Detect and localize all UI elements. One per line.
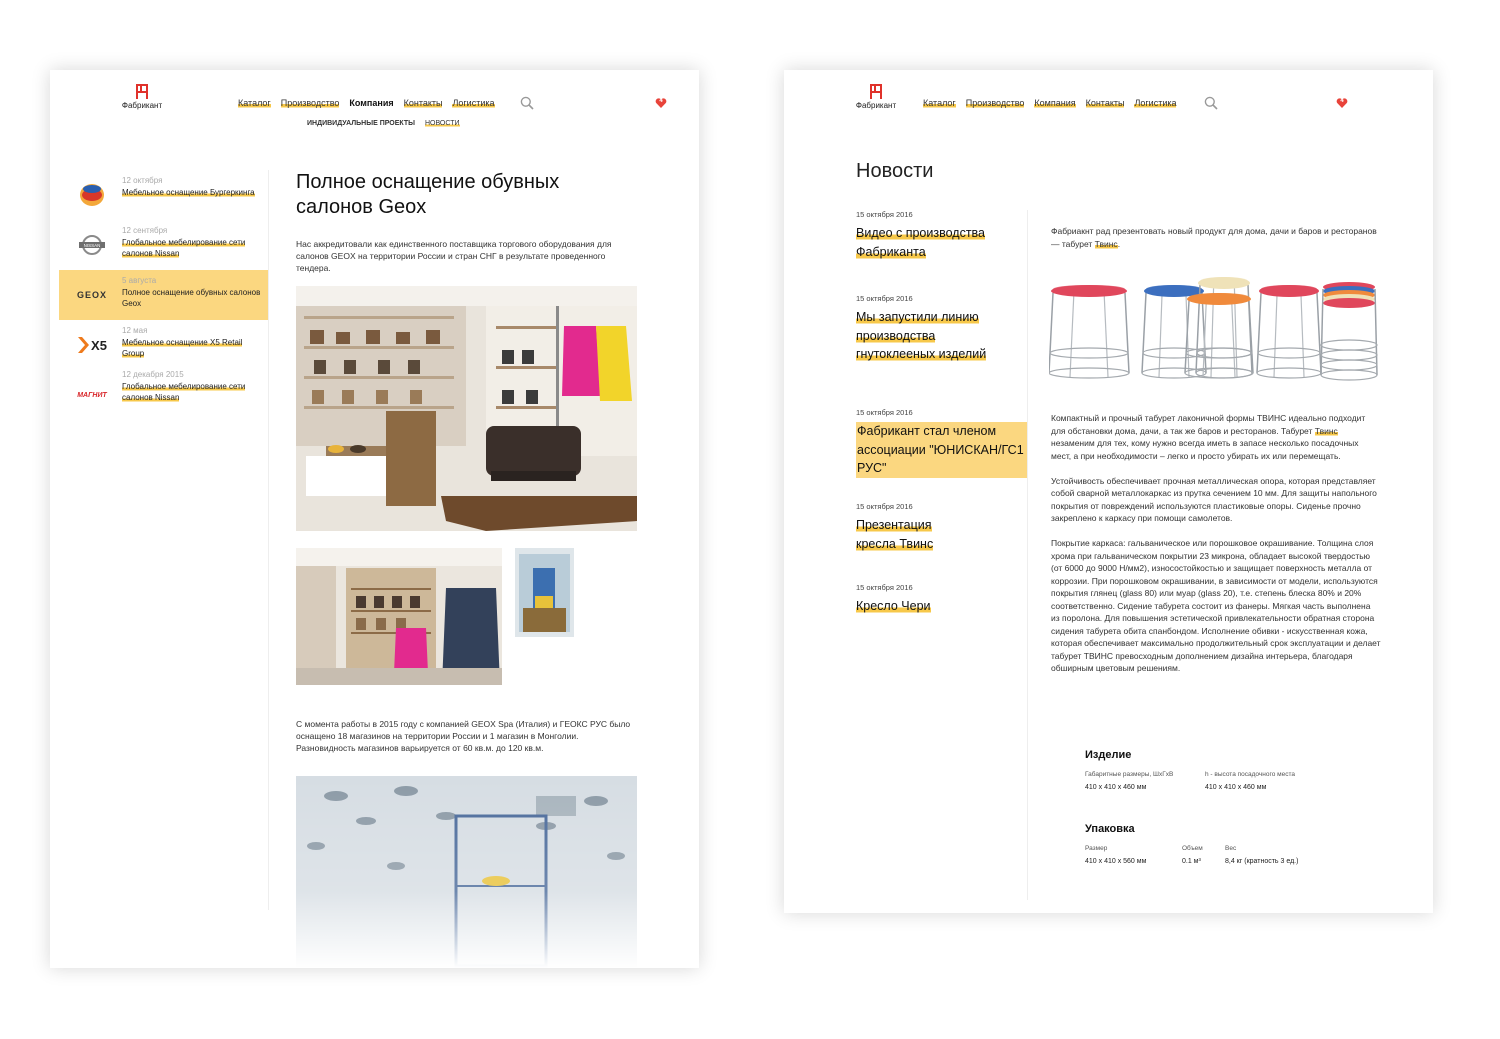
sidebar-item-title: Глобальное мебелирование сети салонов Nissan [122,238,246,258]
burger-king-logo [67,180,117,210]
nav-catalog[interactable]: Каталог [238,98,271,108]
spec-label: Вес [1225,845,1237,852]
spec-value: 410 х 410 х 460 мм [1205,784,1267,791]
x5-chevron-icon [77,336,89,354]
sidebar-item-date: 12 мая [122,326,148,335]
spec-package-heading: Упаковка [1085,823,1135,835]
main-nav [238,98,495,108]
stool-seat [1049,368,1129,378]
spec-value: 410 х 410 х 560 мм [1085,858,1147,865]
nissan-logo [67,230,117,260]
brand-name: Фабрикант [855,101,897,110]
sidebar-item-date: 5 августа [122,276,157,285]
magnit-logo: МАГНИТ [77,391,107,399]
nav-production[interactable]: Производство [965,98,1025,108]
nav-logistics[interactable]: Логистика [1134,98,1177,108]
news-heading: Новости [856,160,934,182]
favorites-count: 4 [659,98,663,104]
stool-leg [1104,295,1108,377]
sidebar-item-nissan[interactable] [59,220,269,270]
nav-contacts[interactable]: Контакты [1085,98,1125,108]
news-paragraph: Покрытие каркаса: гальваническое или порошковое окрашивание. Толщина слоя хрома при гальваническом покрытии 23 микрона, обладает высокой твердостью (от 6000 до 9000 Н/мм2), износостойкостью и защищает поверхность металла от коррозии. При порошковом окрашивании, в зависимости от модели, используются покрытия глянец (glass 80) или муар (glass 20), т.е. степень блеска 80% и 20% соответственно. Сидение табурета состоит из фанеры. Мягкая часть выполнена из поролона. Для повышения эстетической привлекательности обратная сторона сидения табурета обита спанбондом. Исполнение обивки - искусственная кожа, которая обеспечивает максимально продолжительный срок эксплуатации и делает табурет ТВИНС превосходным дополнением дизайна интерьера, благодаря обширным цветовым решениям. [1051,538,1381,673]
spec-label: Размер [1085,845,1108,852]
geox-logo: GEOX [76,290,107,300]
stool-seat [1186,348,1252,358]
chair-logo-icon [133,82,151,100]
spec-value: 0.1 м³ [1182,858,1201,865]
news-item[interactable] [856,502,1028,553]
stool-seat [1261,285,1317,293]
favorites-count: 4 [1340,98,1344,104]
news-item[interactable] [856,294,1028,364]
news-date: 15 октября 2016 [856,210,913,219]
spec-label: Объем [1182,845,1203,852]
product-link[interactable]: Твинс [1094,238,1118,249]
stool-leg [1375,289,1377,375]
stool-seat [1189,293,1249,301]
brand-logo[interactable] [112,82,172,116]
subnav-news[interactable]: НОВОСТИ [425,120,460,127]
sidebar-item-magnit[interactable] [59,370,269,420]
favorites-button[interactable] [655,97,667,109]
nav-contacts[interactable]: Контакты [403,98,443,108]
stool-leg [1301,295,1304,377]
sidebar-item-title: Мебельное оснащение X5 Retail Group [122,338,243,358]
brand-name: Фабрикант [121,101,163,110]
news-body [1051,412,1381,687]
news-date: 15 октября 2016 [856,502,913,511]
stool-leg [1070,295,1074,377]
spec-product-heading: Изделие [1085,749,1132,761]
news-title: Фабрикант стал членом ассоциации "ЮНИСКАН/ГС1 РУС" [856,422,1028,478]
sidebar-item-title: Мебельное оснащение Бургеркинга [122,188,255,197]
stool-seat [1321,350,1377,360]
sub-nav [307,120,460,127]
stool-seat [1185,368,1253,378]
sidebar-item-title: Глобальное мебелирование сети салонов Nissan [122,382,246,402]
favorites-button[interactable] [1336,97,1348,109]
spec-value: 8,4 кг (кратность 3 ед.) [1225,858,1299,865]
sidebar-item-burger-king[interactable] [59,170,269,220]
sidebar-item-title: Полное оснащение обувных салонов Geox [122,288,261,308]
nav-company[interactable]: Компания [1034,98,1076,108]
sidebar-divider [268,170,269,910]
stools-illustration [1049,275,1379,385]
sidebar-item-date: 12 декабря 2015 [122,370,184,379]
nav-logistics[interactable]: Логистика [452,98,495,108]
sidebar-item-date: 12 октября [122,176,163,185]
stool-seat [1200,277,1248,285]
search-icon[interactable] [520,96,534,110]
brand-logo[interactable] [846,82,906,116]
sidebar-item-geox[interactable] [59,270,269,320]
store-photo-window[interactable] [515,548,574,637]
stool-seat [1323,298,1375,308]
news-title: Презентация кресла Твинс [856,518,934,551]
nav-production[interactable]: Производство [280,98,340,108]
stool-seat [1257,368,1321,378]
subnav-projects[interactable]: ИНДИВИДУАЛЬНЫЕ ПРОЕКТЫ [307,120,415,127]
article-body: С момента работы в 2015 году с компанией GEOX Spa (Италия) и ГЕОКС РУС было оснащено 18 магазинов на территории России и 1 магазин в Монголии. Разновидность магазинов варьируется от 60 кв.м. до 120 кв.м. [296,719,631,753]
burger-king-logo-icon [79,182,105,208]
article-intro: Нас аккредитовали как единственного поставщика торгового оборудования для салонов GEOX на территории России и стран СНГ в результате проведенного тендера. [296,239,612,273]
news-title: Видео с производства Фабриканта [856,226,985,259]
store-photo-main[interactable] [296,286,637,531]
news-paragraph: Устойчивость обеспечивает прочная металлическая опора, которая представляет собой сварной металлокаркас из прутка сечением 10 мм. Для защиты напольного покрытия от повреждений используются пластиковые опоры. Сиденье прочно закреплено к каркасу при помощи самолетов. [1051,475,1377,523]
main-nav [923,98,1176,108]
content-divider [1027,210,1028,900]
store-photo-ceiling[interactable] [296,776,637,968]
spec-label: Габаритные размеры, ШхГхВ [1085,771,1174,778]
page-project-article [50,70,699,968]
stool-leg [1159,295,1162,377]
news-title: Кресло Чери [856,599,931,613]
stool-seat [1050,348,1128,358]
news-item[interactable] [856,210,1028,261]
spec-label: h - высота посадочного места [1205,771,1295,778]
news-intro: Фабриакнт рад презентовать новый продукт для дома, дачи и баров и ресторанов — табурет Твинс. [1051,226,1377,249]
chair-logo-icon [867,82,885,100]
stool-seat [1146,285,1202,293]
stool-leg [1321,289,1323,375]
stool-leg [1142,293,1146,373]
news-item[interactable] [856,583,1028,616]
nav-catalog[interactable]: Каталог [923,98,956,108]
stool-leg [1274,295,1277,377]
stool-seat [1053,285,1125,293]
news-paragraph: Компактный и прочный табурет лаконичной формы ТВИНС идеально подходит для обстановки дома, дачи, а так же баров и ресторанов. Табурет Твинс незаменим для тех, кому нужно всегда иметь в запасе несколько посадочных мест, а при необходимости – легко и просто убирать их или перемещать. [1051,413,1366,461]
x5-logo: X5 [67,330,117,360]
stool-seat [1258,348,1320,358]
news-title: Мы запустили линию производства гнутоклееных изделий [856,310,987,361]
news-date: 15 октября 2016 [856,408,913,417]
news-date: 15 октября 2016 [856,583,913,592]
news-item-featured[interactable] [856,408,1028,478]
store-photo-second[interactable] [296,548,502,685]
stool-leg [1317,293,1321,373]
svg-text:NISSAN: NISSAN [83,243,101,248]
nav-company[interactable]: Компания [349,98,394,108]
search-icon[interactable] [1204,96,1218,110]
projects-sidebar [59,170,269,420]
spec-value: 410 х 410 х 460 мм [1085,784,1147,791]
stool-leg [1232,303,1235,377]
stool-seat [1321,370,1377,380]
stool-seat [1321,360,1377,370]
sidebar-item-x5[interactable] [59,320,269,370]
stool-leg [1257,293,1261,373]
stools-product-image[interactable] [1049,275,1379,385]
stool-leg [1125,293,1129,373]
product-link[interactable]: Твинс [1314,425,1338,436]
stool-seat [1321,340,1377,350]
stool-leg [1049,293,1053,373]
news-date: 15 октября 2016 [856,294,913,303]
article-title: Полное оснащение обувных салонов Geox [296,171,560,218]
nissan-logo-icon [78,234,106,256]
sidebar-item-date: 12 сентября [122,226,168,235]
page-news-article [784,70,1433,913]
